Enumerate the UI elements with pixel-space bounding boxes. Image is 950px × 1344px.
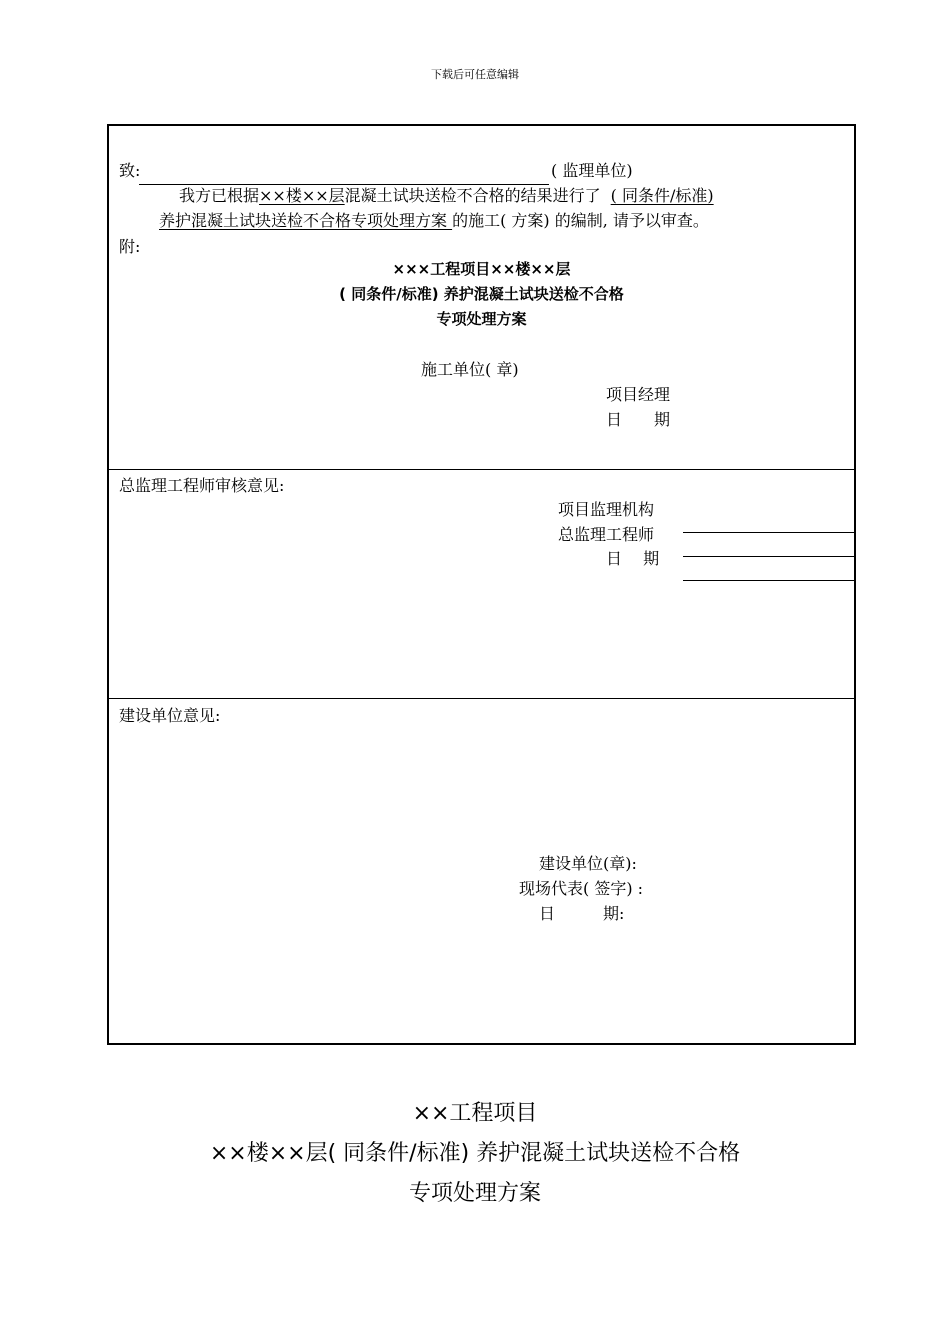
plan-name-placeholder: 养护混凝土试块送检不合格专项处理方案 [159, 211, 453, 230]
document-title-line-2: ××楼××层( 同条件/标准) 养护混凝土试块送检不合格 [209, 1141, 741, 1166]
review-date-label: 日 期 [606, 549, 660, 568]
paragraph-line-1: 我方已根据××楼××层混凝土试块送检不合格的结果进行了 ( 同条件/标准) [179, 186, 714, 205]
approval-form [107, 124, 856, 1045]
supervision-unit-label: ( 监理单位) [551, 161, 633, 180]
to-label: 致: [119, 161, 141, 180]
owner-date-label: 日 期: [539, 904, 625, 923]
paragraph-line-2: 养护混凝土试块送检不合格专项处理方案 的施工( 方案) 的编制, 请予以审查。 [159, 211, 709, 230]
curing-type-placeholder: ( 同条件/标准) [610, 186, 714, 205]
owner-opinion-label: 建设单位意见: [119, 706, 221, 725]
chief-review-label: 总监理工程师审核意见: [119, 476, 285, 495]
date-label: 日 期 [606, 410, 671, 429]
plan-title-line-2: ( 同条件/标准) 养护混凝土试块送检不合格 [339, 285, 624, 303]
section-divider-2 [109, 698, 854, 699]
chief-engineer-label: 总监理工程师 [558, 525, 655, 544]
plan-title-line-1: ×××工程项目××楼××层 [392, 260, 571, 278]
section-divider-1 [109, 469, 854, 470]
chief-signature-line [683, 532, 855, 533]
document-title-line-1: ××工程项目 [412, 1101, 538, 1126]
extra-signature-line [683, 580, 855, 581]
contractor-seal-label: 施工单位( 章) [421, 360, 519, 379]
project-manager-label: 项目经理 [606, 385, 671, 404]
site-rep-label: 现场代表( 签字) : [519, 879, 644, 898]
floor-placeholder: ××楼××层 [259, 186, 345, 205]
document-title-line-3: 专项处理方案 [408, 1181, 541, 1206]
page-header-note: 下载后可任意编辑 [431, 68, 519, 81]
plan-title-line-3: 专项处理方案 [436, 310, 527, 328]
owner-seal-label: 建设单位(章): [539, 854, 637, 873]
supervision-org-label: 项目监理机构 [558, 500, 655, 519]
review-date-line [683, 556, 855, 557]
attachment-label: 附: [119, 237, 141, 256]
